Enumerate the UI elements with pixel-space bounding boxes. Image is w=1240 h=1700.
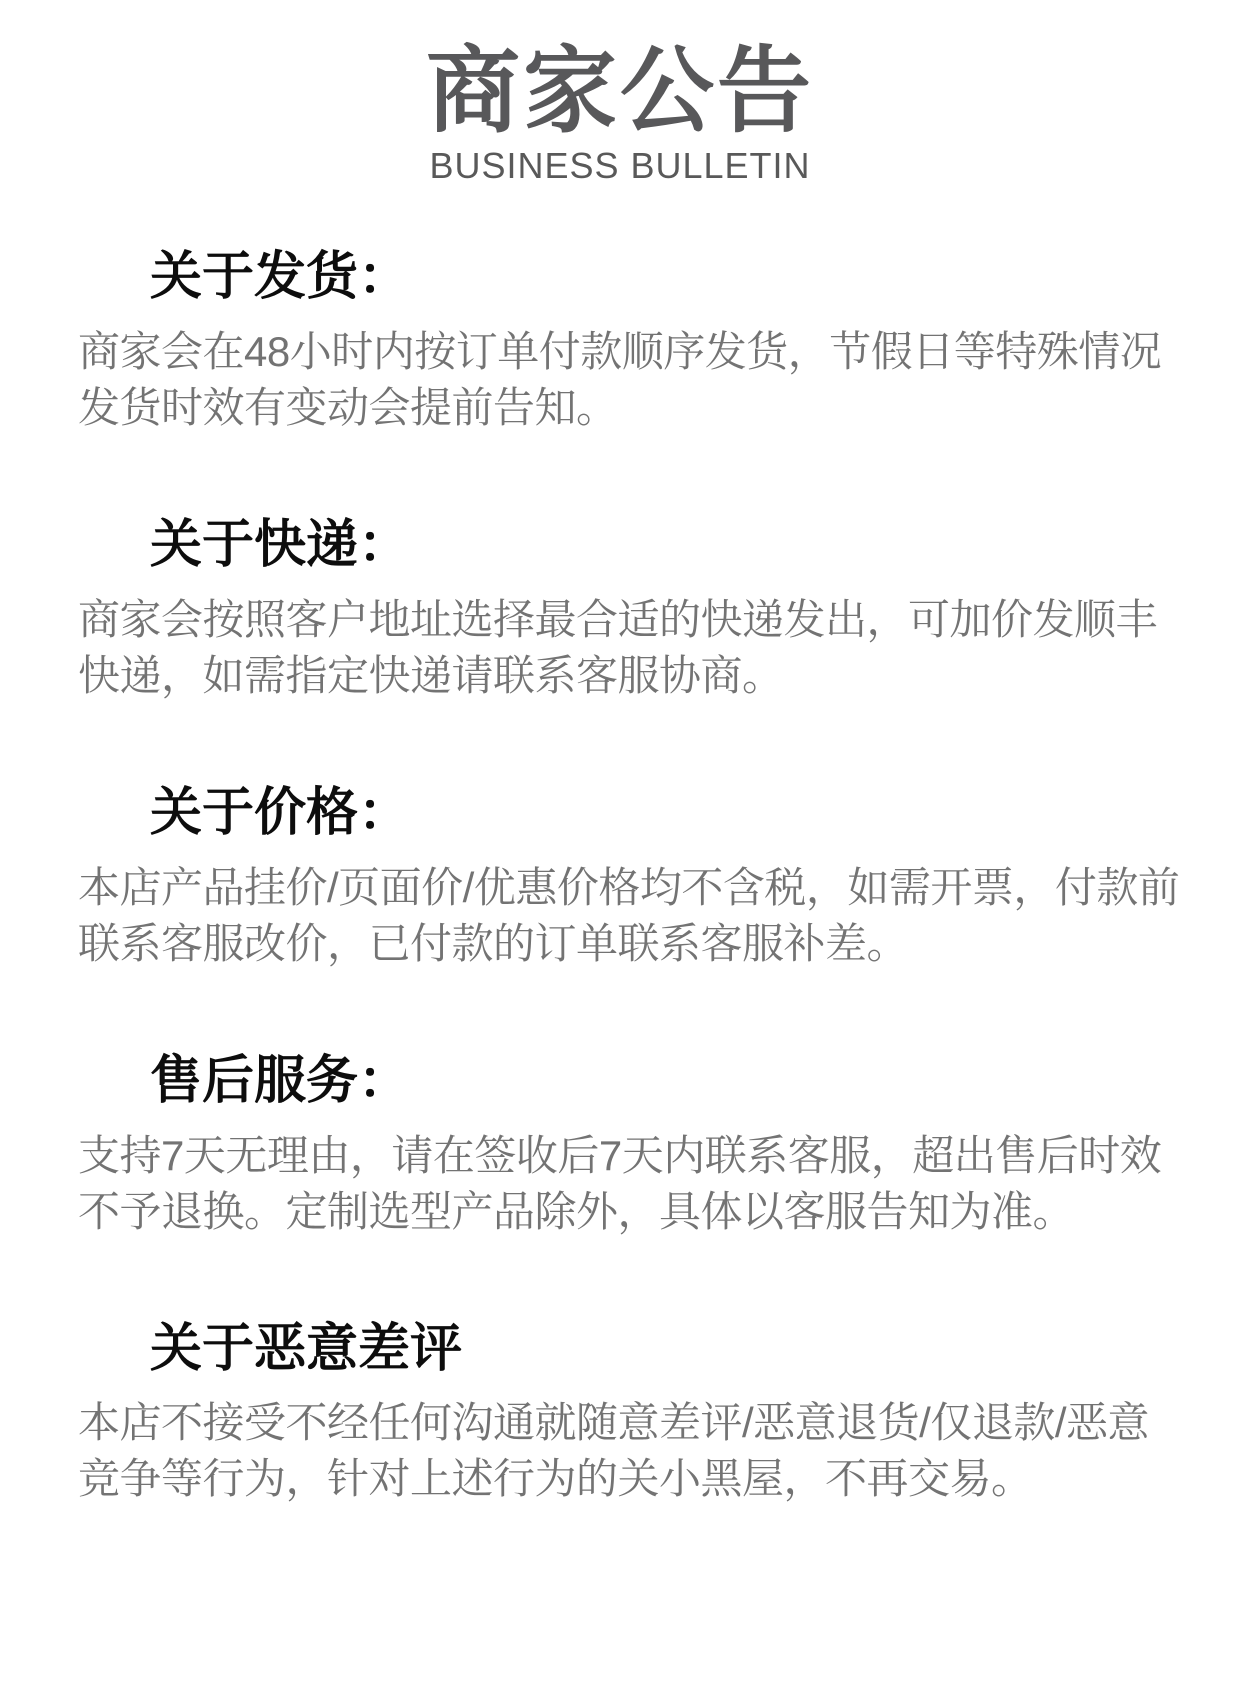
section-express-heading: 关于快递： bbox=[150, 516, 411, 575]
page-subtitle: BUSINESS BULLETIN bbox=[429, 145, 811, 186]
section-pricing bbox=[0, 784, 1240, 972]
section-aftersales-heading: 售后服务： bbox=[150, 1051, 411, 1110]
section-reviews-body-line-2: 竞争等行为，针对上述行为的关小黑屋，不再交易。 bbox=[78, 1455, 1033, 1503]
section-express-body-line-2: 快递，如需指定快递请联系客服协商。 bbox=[78, 651, 784, 699]
page-title: 商家公告 bbox=[425, 38, 814, 143]
section-pricing-heading: 关于价格： bbox=[150, 783, 411, 842]
section-pricing-body-line-1: 本店产品挂价/页面价/优惠价格均不含税，如需开票，付款前 bbox=[78, 863, 1180, 911]
section-aftersales bbox=[0, 1052, 1240, 1240]
section-reviews bbox=[0, 1320, 1240, 1508]
section-pricing-body-line-2: 联系客服改价，已付款的订单联系客服补差。 bbox=[78, 919, 909, 967]
section-shipping-heading: 关于发货： bbox=[150, 248, 411, 307]
section-express bbox=[0, 516, 1240, 704]
section-express-body-line-1: 商家会按照客户地址选择最合适的快递发出，可加价发顺丰 bbox=[78, 595, 1158, 643]
section-shipping bbox=[0, 248, 1240, 436]
section-reviews-heading: 关于恶意差评 bbox=[150, 1319, 463, 1378]
section-shipping-body-line-1: 商家会在48小时内按订单付款顺序发货，节假日等特殊情况 bbox=[78, 328, 1162, 376]
section-aftersales-body-line-2: 不予退换。定制选型产品除外，具体以客服告知为准。 bbox=[78, 1187, 1075, 1235]
section-shipping-body-line-2: 发货时效有变动会提前告知。 bbox=[78, 384, 618, 432]
section-reviews-body-line-1: 本店不接受不经任何沟通就随意差评/恶意退货/仅退款/恶意 bbox=[78, 1399, 1150, 1447]
bulletin-header bbox=[0, 0, 1240, 186]
section-aftersales-body-line-1: 支持7天无理由，请在签收后7天内联系客服，超出售后时效 bbox=[78, 1131, 1162, 1179]
